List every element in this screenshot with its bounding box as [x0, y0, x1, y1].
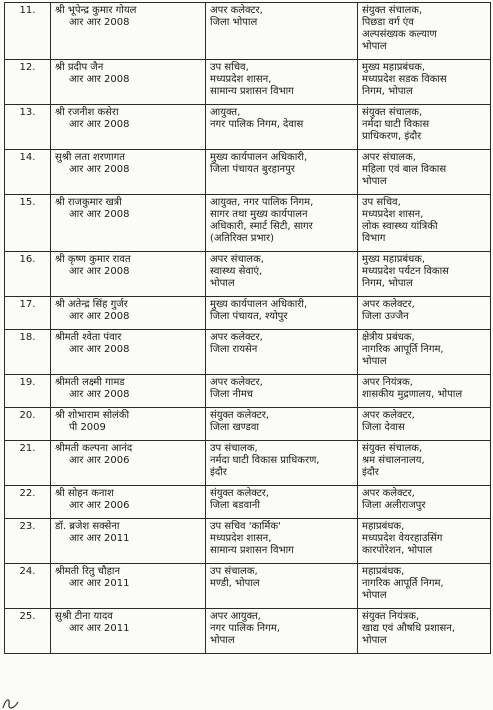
to-line: भोपाल: [362, 590, 387, 601]
from-line: भोपाल: [210, 635, 235, 646]
serial-number: 16.: [5, 252, 51, 297]
name-line: श्री अतेन्द्र सिंह गुर्जर: [55, 299, 128, 310]
name-line: सुश्री लता शरणागत: [55, 152, 125, 163]
serial-number: 24.: [5, 564, 51, 609]
to-line: अपर संचालक,: [362, 152, 416, 163]
current-posting-cell: [206, 297, 358, 330]
from-line: मण्डी, भोपाल: [210, 578, 260, 589]
to-line: अपर नियंत्रक,: [362, 377, 413, 388]
table-row: [5, 105, 491, 150]
current-posting-cell: [206, 330, 358, 375]
from-line: उप सचिव,: [210, 62, 249, 73]
signature-mark-icon: [0, 696, 30, 710]
to-line: विभाग: [362, 233, 386, 244]
current-posting-cell: [206, 60, 358, 105]
to-line: निगम, भोपाल: [362, 86, 413, 97]
from-line: मुख्य कार्यपालन अधिकारी,: [210, 152, 308, 163]
to-line: महाप्रबंधक,: [362, 566, 405, 577]
name-line: सुश्री टीना यादव: [55, 611, 113, 622]
to-line: मुख्य महाप्रबंधक,: [362, 62, 426, 73]
from-line: जिला खण्डवा: [210, 422, 259, 433]
to-line: जिला अलीराजपुर: [362, 500, 426, 511]
to-line: संयुक्त संचालक,: [362, 107, 423, 118]
name-line: श्री राजकुमार खत्री: [55, 197, 122, 208]
serial-number: 15.: [5, 195, 51, 252]
to-line: महिला एवं बाल विकास: [362, 164, 447, 175]
from-line: (अतिरिक्त प्रभार): [210, 233, 275, 244]
to-line: संयुक्त संचालक,: [362, 443, 423, 454]
current-posting-cell: [206, 105, 358, 150]
name-line: श्री कृष्ण कुमार रावत: [55, 254, 131, 265]
from-line: अधिकारी, स्मार्ट सिटी, सागर: [210, 221, 313, 232]
to-line: निगम, भोपाल: [362, 278, 413, 289]
officer-name-cell: [51, 486, 206, 519]
new-posting-cell: [358, 564, 491, 609]
table-row: [5, 330, 491, 375]
name-line: आर आर 2006: [69, 500, 130, 511]
name-line: श्री रजनीश कसेरा: [55, 107, 119, 118]
table-row: [5, 564, 491, 609]
to-line: मध्यप्रदेश सडक विकास: [362, 74, 447, 85]
table-row: [5, 519, 491, 564]
to-line: शासकीय मुद्रणालय, भोपाल: [362, 389, 463, 400]
to-line: भोपाल: [362, 635, 387, 646]
name-line: श्रीमती कल्पना आनंद: [55, 443, 133, 454]
to-line: अपर कलेक्टर,: [362, 299, 415, 310]
name-line: आर आर 2008: [69, 389, 130, 400]
current-posting-cell: [206, 408, 358, 441]
to-line: अपर कलेक्टर,: [362, 410, 415, 421]
from-line: जिला पंचायत बुरहानपुर: [210, 164, 295, 175]
new-posting-cell: [358, 486, 491, 519]
to-line: श्रम संचालनालय,: [362, 455, 425, 466]
new-posting-cell: [358, 3, 491, 60]
to-line: उप सचिव,: [362, 197, 401, 208]
from-line: नर्मदा घाटी विकास प्राधिकरण,: [210, 455, 320, 466]
transfer-table-body: [5, 3, 491, 654]
table-row: [5, 252, 491, 297]
from-line: अपर संचालक,: [210, 254, 264, 265]
from-line: भोपाल: [210, 278, 235, 289]
new-posting-cell: [358, 105, 491, 150]
name-line: आर आर 2008: [69, 266, 130, 277]
table-row: [5, 60, 491, 105]
name-line: आर आर 2008: [69, 74, 130, 85]
officer-name-cell: [51, 195, 206, 252]
from-line: अपर कलेक्टर,: [210, 377, 263, 388]
table-row: [5, 609, 491, 654]
to-line: क्षेत्रीय प्रबंधक,: [362, 332, 415, 343]
from-line: सामान्य प्रशासन विभाग: [210, 545, 294, 556]
current-posting-cell: [206, 375, 358, 408]
table-row: [5, 408, 491, 441]
new-posting-cell: [358, 375, 491, 408]
from-line: मध्यप्रदेश शासन,: [210, 533, 272, 544]
table-row: [5, 441, 491, 486]
table-row: [5, 3, 491, 60]
officer-name-cell: [51, 150, 206, 195]
name-line: आर आर 2011: [69, 578, 130, 589]
name-line: आर आर 2008: [69, 119, 130, 130]
serial-number: 12.: [5, 60, 51, 105]
to-line: मध्यप्रदेश पर्यटन विकास: [362, 266, 449, 277]
to-line: खाद्य एवं औषधि प्रशासन,: [362, 623, 456, 634]
from-line: जिला पंचायत, श्योपुर: [210, 311, 288, 322]
current-posting-cell: [206, 564, 358, 609]
officer-name-cell: [51, 105, 206, 150]
to-line: कारपोरेशन, भोपाल: [362, 545, 433, 556]
from-line: अपर कलेक्टर,: [210, 332, 263, 343]
officer-name-cell: [51, 564, 206, 609]
name-line: श्री प्रदीप जैन: [55, 62, 104, 73]
serial-number: 18.: [5, 330, 51, 375]
table-row: [5, 195, 491, 252]
name-line: श्री सोहन कनाश: [55, 488, 114, 499]
from-line: संयुक्त कलेक्टर,: [210, 410, 270, 421]
to-line: भोपाल: [362, 176, 387, 187]
table-row: [5, 150, 491, 195]
current-posting-cell: [206, 519, 358, 564]
to-line: प्राधिकरण, इंदौर: [362, 131, 422, 142]
from-line: मुख्य कार्यपालन अधिकारी,: [210, 299, 308, 310]
table-row: [5, 297, 491, 330]
from-line: उप सचिव 'कार्मिक': [210, 521, 281, 532]
name-line: डॉ. ब्रजेश सक्सेना: [55, 521, 120, 532]
to-line: महाप्रबंधक,: [362, 521, 405, 532]
current-posting-cell: [206, 609, 358, 654]
new-posting-cell: [358, 609, 491, 654]
new-posting-cell: [358, 195, 491, 252]
name-line: आर आर 2011: [69, 533, 130, 544]
to-line: लोक स्वास्थ्य यांत्रिकी: [362, 221, 438, 232]
from-line: सामान्य प्रशासन विभाग: [210, 86, 294, 97]
current-posting-cell: [206, 150, 358, 195]
name-line: आर आर 2008: [69, 344, 130, 355]
serial-number: 22.: [5, 486, 51, 519]
to-line: संयुक्त नियंत्रक,: [362, 611, 420, 622]
transfer-table: [4, 2, 491, 654]
to-line: संयुक्त संचालक,: [362, 5, 423, 16]
to-line: इंदौर: [362, 467, 379, 478]
from-line: आयुक्त, नगर पालिक निगम,: [210, 197, 314, 208]
from-line: जिला नीमच: [210, 389, 254, 400]
name-line: श्री शोभाराम सोलंकी: [55, 410, 130, 421]
new-posting-cell: [358, 408, 491, 441]
name-line: आर आर 2008: [69, 311, 130, 322]
from-line: जिला रायसेन: [210, 344, 258, 355]
from-line: स्वास्थ्य सेवाएं,: [210, 266, 263, 277]
table-row: [5, 375, 491, 408]
officer-name-cell: [51, 252, 206, 297]
serial-number: 20.: [5, 408, 51, 441]
name-line: श्रीमती श्वेता पंवार: [55, 332, 122, 343]
name-line: पी 2009: [69, 422, 106, 433]
from-line: नगर पालिक निगम,: [210, 623, 280, 634]
name-line: आर आर 2008: [69, 209, 130, 220]
new-posting-cell: [358, 519, 491, 564]
to-line: अपर कलेक्टर,: [362, 488, 415, 499]
serial-number: 13.: [5, 105, 51, 150]
officer-name-cell: [51, 3, 206, 60]
current-posting-cell: [206, 195, 358, 252]
serial-number: 25.: [5, 609, 51, 654]
to-line: भोपाल: [362, 356, 387, 367]
from-line: उप संचालक,: [210, 443, 258, 454]
to-line: पिछडा वर्ग एंव: [362, 17, 414, 28]
serial-number: 19.: [5, 375, 51, 408]
current-posting-cell: [206, 441, 358, 486]
new-posting-cell: [358, 297, 491, 330]
new-posting-cell: [358, 150, 491, 195]
to-line: मुख्य महाप्रबंधक,: [362, 254, 426, 265]
to-line: जिला उज्जैन: [362, 311, 409, 322]
from-line: उप संचालक,: [210, 566, 258, 577]
new-posting-cell: [358, 330, 491, 375]
to-line: नागरिक आपूर्ति निगम,: [362, 344, 444, 355]
from-line: जिला भोपाल: [210, 17, 258, 28]
name-line: आर आर 2011: [69, 623, 130, 634]
new-posting-cell: [358, 252, 491, 297]
to-line: अल्पसंख्यक कल्याण: [362, 29, 437, 40]
to-line: जिला देवास: [362, 422, 405, 433]
from-line: जिला बडवानी: [210, 500, 260, 511]
from-line: इंदौर: [210, 467, 227, 478]
serial-number: 21.: [5, 441, 51, 486]
officer-name-cell: [51, 441, 206, 486]
table-row: [5, 486, 491, 519]
current-posting-cell: [206, 486, 358, 519]
from-line: आयुक्त,: [210, 107, 241, 118]
to-line: भोपाल: [362, 41, 387, 52]
officer-name-cell: [51, 60, 206, 105]
to-line: मध्यप्रदेश शासन,: [362, 209, 424, 220]
from-line: संयुक्त कलेक्टर,: [210, 488, 270, 499]
to-line: नागरिक आपूर्ति निगम,: [362, 578, 444, 589]
from-line: अपर कलेक्टर,: [210, 5, 263, 16]
officer-name-cell: [51, 519, 206, 564]
name-line: श्रीमती लक्ष्मी गामड: [55, 377, 125, 388]
officer-name-cell: [51, 297, 206, 330]
name-line: आर आर 2008: [69, 164, 130, 175]
officer-name-cell: [51, 609, 206, 654]
new-posting-cell: [358, 441, 491, 486]
current-posting-cell: [206, 3, 358, 60]
from-line: सागर तथा मुख्य कार्यपालन: [210, 209, 308, 220]
officer-name-cell: [51, 375, 206, 408]
to-line: मध्यप्रदेश वेयरहाउसिंग: [362, 533, 443, 544]
from-line: नगर पालिक निगम, देवास: [210, 119, 304, 130]
name-line: श्री भूपेन्द्र कुमार गोयल: [55, 5, 137, 16]
serial-number: 23.: [5, 519, 51, 564]
serial-number: 11.: [5, 3, 51, 60]
current-posting-cell: [206, 252, 358, 297]
to-line: नर्मदा घाटी विकास: [362, 119, 430, 130]
from-line: अपर आयुक्त,: [210, 611, 261, 622]
name-line: श्रीमती रितु चौहान: [55, 566, 121, 577]
name-line: आर आर 2008: [69, 17, 130, 28]
serial-number: 14.: [5, 150, 51, 195]
officer-name-cell: [51, 408, 206, 441]
name-line: आर आर 2006: [69, 455, 130, 466]
new-posting-cell: [358, 60, 491, 105]
serial-number: 17.: [5, 297, 51, 330]
officer-name-cell: [51, 330, 206, 375]
from-line: मध्यप्रदेश शासन,: [210, 74, 272, 85]
